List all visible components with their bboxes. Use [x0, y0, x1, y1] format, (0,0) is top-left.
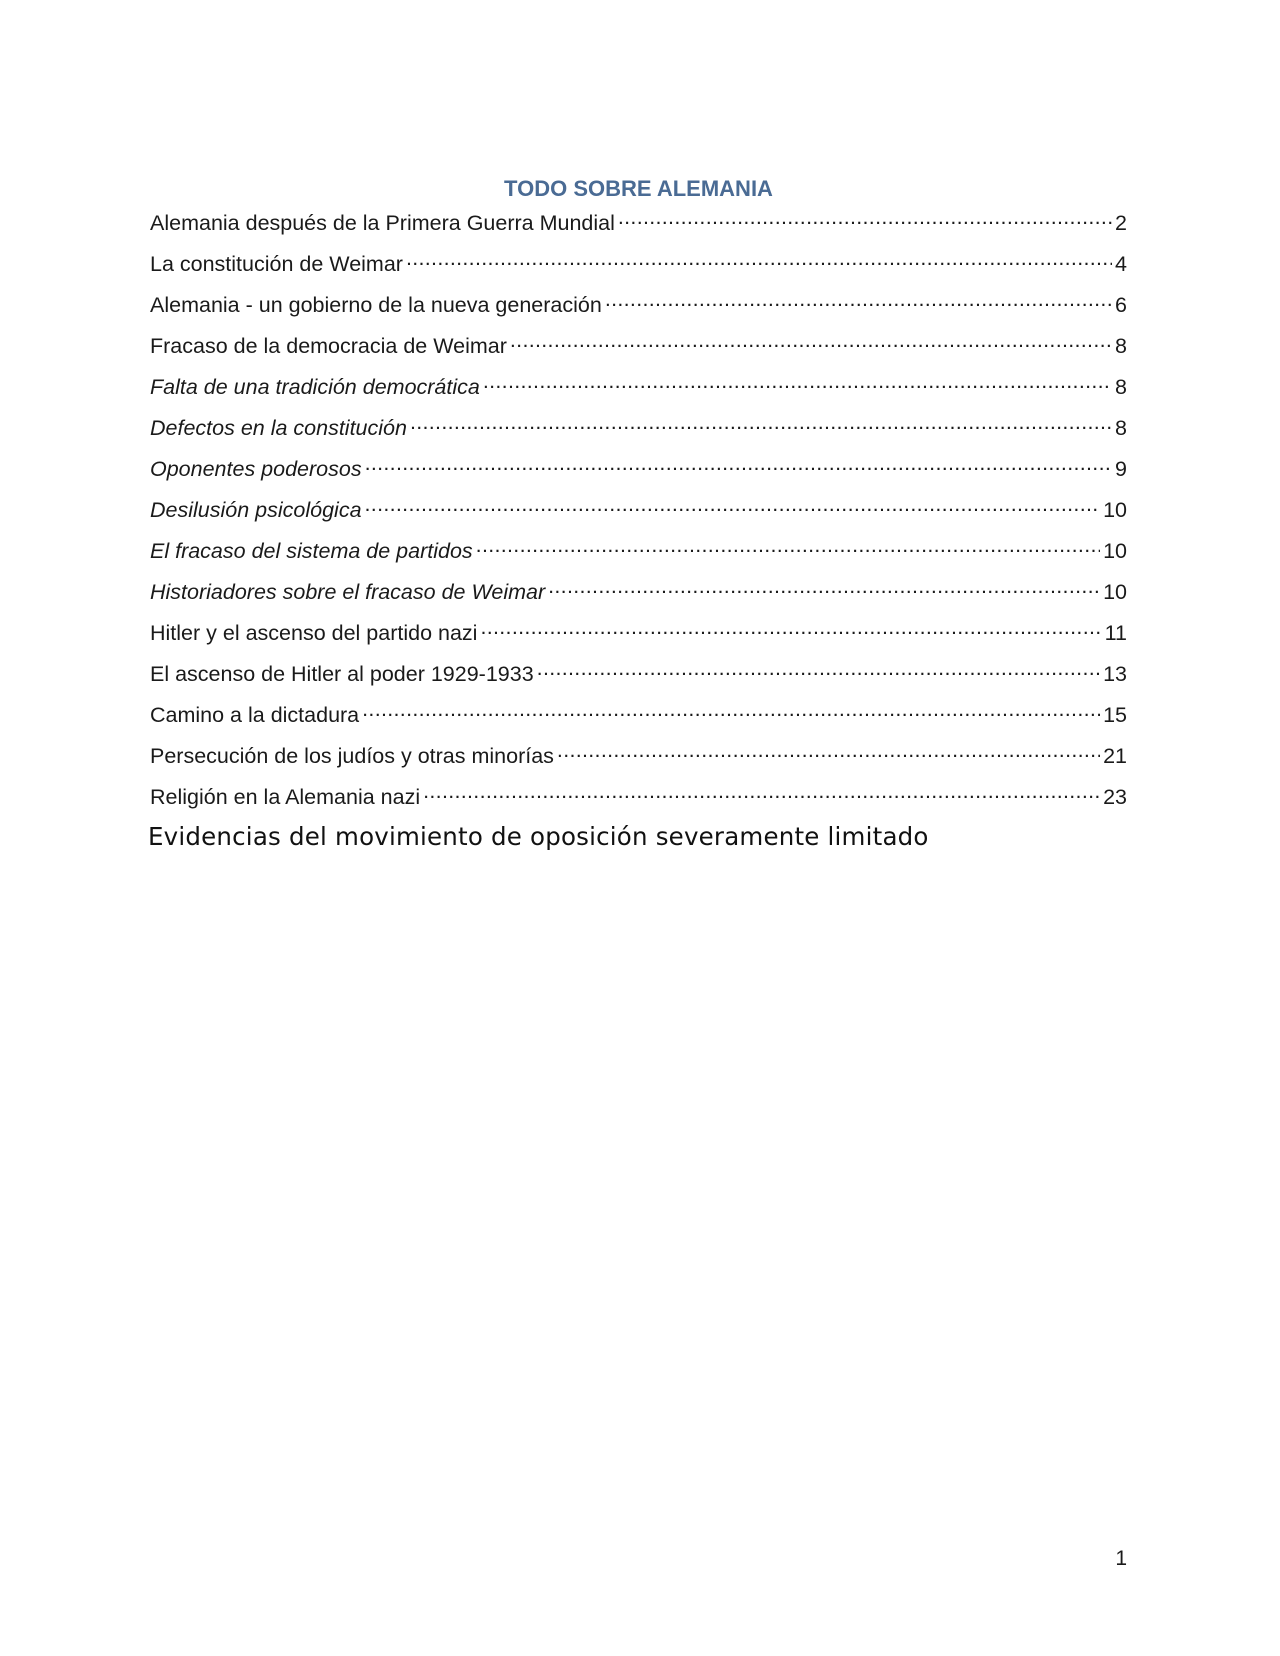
toc-leader-dots	[483, 368, 1112, 394]
toc-entry-label: Alemania - un gobierno de la nueva generación	[150, 293, 602, 317]
toc-entry-label: Falta de una tradición democrática	[150, 375, 480, 399]
toc-leader-dots	[480, 614, 1101, 640]
toc-entry[interactable]	[150, 614, 1127, 655]
toc-entry-page: 8	[1115, 375, 1127, 399]
toc-entry-label: Historiadores sobre el fracaso de Weimar	[150, 580, 546, 604]
toc-entry-page: 10	[1103, 539, 1127, 563]
toc-entry-page: 8	[1115, 416, 1127, 440]
page-number: 1	[1115, 1547, 1127, 1570]
toc-entry-page: 21	[1103, 744, 1127, 768]
toc-entry-page: 23	[1103, 785, 1127, 809]
toc-entry-label: Desilusión psicológica	[150, 498, 362, 522]
toc-entry[interactable]	[150, 368, 1127, 409]
table-of-contents	[150, 204, 1127, 819]
toc-leader-dots	[476, 532, 1100, 558]
toc-entry-page: 2	[1115, 211, 1127, 235]
toc-entry-label: Hitler y el ascenso del partido nazi	[150, 621, 478, 645]
toc-entry[interactable]	[150, 573, 1127, 614]
toc-entry-label: Persecución de los judíos y otras minorías	[150, 744, 554, 768]
toc-entry[interactable]	[150, 491, 1127, 532]
toc-entry-label: La constitución de Weimar	[150, 252, 403, 276]
toc-leader-dots	[605, 286, 1112, 312]
toc-leader-dots	[406, 245, 1112, 271]
toc-entry[interactable]	[150, 286, 1127, 327]
toc-entry-page: 13	[1103, 662, 1127, 686]
toc-entry-page: 15	[1103, 703, 1127, 727]
toc-leader-dots	[365, 491, 1101, 517]
toc-entry[interactable]	[150, 450, 1127, 491]
toc-entry[interactable]	[150, 327, 1127, 368]
toc-entry[interactable]	[150, 696, 1127, 737]
toc-entry-page: 4	[1115, 252, 1127, 276]
toc-entry[interactable]	[150, 655, 1127, 696]
toc-entry-label: Defectos en la constitución	[150, 416, 407, 440]
toc-entry-label: Camino a la dictadura	[150, 703, 360, 727]
toc-entry[interactable]	[150, 204, 1127, 245]
toc-entry[interactable]	[150, 532, 1127, 573]
toc-entry[interactable]	[150, 778, 1127, 819]
toc-leader-dots	[548, 573, 1100, 599]
toc-entry-label: Fracaso de la democracia de Weimar	[150, 334, 507, 358]
toc-entry-label: El ascenso de Hitler al poder 1929-1933	[150, 662, 534, 686]
toc-entry-page: 6	[1115, 293, 1127, 317]
toc-leader-dots	[365, 450, 1112, 476]
toc-entry-page: 11	[1104, 621, 1127, 645]
toc-entry-page: 9	[1115, 457, 1127, 481]
toc-entry-page: 8	[1115, 334, 1127, 358]
toc-leader-dots	[618, 204, 1112, 230]
toc-entry-label: Religión en la Alemania nazi	[150, 785, 421, 809]
section-heading: Evidencias del movimiento de oposición severamente limitado	[148, 822, 929, 851]
toc-entry-label: Alemania después de la Primera Guerra Mundial	[150, 211, 615, 235]
toc-leader-dots	[362, 696, 1100, 722]
toc-entry[interactable]	[150, 409, 1127, 450]
toc-leader-dots	[410, 409, 1112, 435]
toc-entry-label: El fracaso del sistema de partidos	[150, 539, 473, 563]
toc-entry[interactable]	[150, 737, 1127, 778]
toc-entry[interactable]	[150, 245, 1127, 286]
toc-leader-dots	[537, 655, 1100, 681]
toc-leader-dots	[423, 778, 1100, 804]
toc-entry-page: 10	[1103, 580, 1127, 604]
toc-entry-label: Oponentes poderosos	[150, 457, 362, 481]
toc-leader-dots	[510, 327, 1112, 353]
toc-leader-dots	[557, 737, 1100, 763]
toc-entry-page: 10	[1103, 498, 1127, 522]
toc-title: TODO SOBRE ALEMANIA	[504, 176, 773, 201]
